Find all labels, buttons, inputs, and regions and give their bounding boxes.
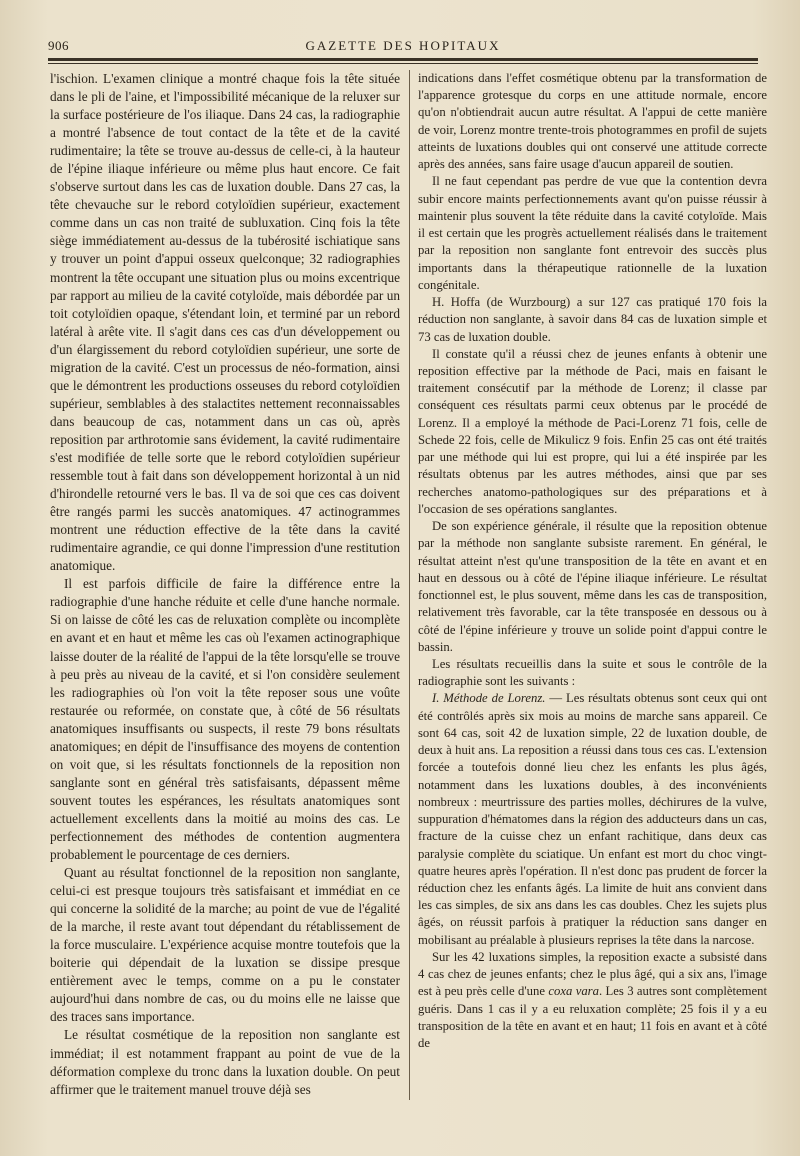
right-column: [418, 70, 767, 1052]
final-text-after: . Les 3 autres sont complètement guéris. Dans 1 cas il y a eu reluxation complète; 25 fois il y a eu transposition de la tête en avant et en haut; 11 fois en avant et à côté de: [418, 984, 767, 1051]
paragraph: [418, 949, 767, 1052]
paragraph: H. Hoffa (de Wurzbourg) a sur 127 cas pratiqué 170 fois la réduction non sanglante, à savoir dans 84 cas de luxation simple et 73 cas de luxation double.: [418, 295, 767, 344]
method-label: I. Méthode de Lorenz.: [432, 691, 546, 706]
journal-title: GAZETTE DES HOPITAUX: [305, 38, 501, 53]
header-rule-thin: [48, 63, 758, 64]
paragraph: Les résultats recueillis dans la suite et sous le contrôle de la radiographie sont les suivants :: [418, 656, 767, 689]
paragraph: Il constate qu'il a réussi chez de jeunes enfants à obtenir une reposition effective par la méthode de Paci, mais en faisant le traitement consécutif par la méthode de Lorenz; il classe par conséquent ces résultats parmi ceux obtenus par le procédé de Lorenz. Il a employé la méthode de Paci-Lorenz 71 fois, celle de Schede 22 fois, celle de Mikulicz 9 fois. Enfin 25 cas ont été traités par une méthode qui lui est propre, qui lui a été inspirée par les résultats obtenus par les autres méthodes, ainsi que par ses recherches anatomo-pathologiques sur des préparations et à l'occasion de ses opérations sanglantes.: [418, 346, 767, 516]
paragraph: De son expérience générale, il résulte que la reposition obtenue par la méthode non sanglante subsiste rarement. En général, le résultat atteint n'est qu'une transposition de la tête en avant et en haut en dessous ou à côté de l'épine iliaque inférieure. Le résultat fonctionnel est, le plus souvent, même dans les cas de transposition, relativement très favorable, car la tête transposée en dessous ou à côté de l'épine inférieure y trouve un solide point d'appui contre le bassin.: [418, 519, 767, 654]
paragraph: l'ischion. L'examen clinique a montré chaque fois la tête située dans le pli de l'aine, et l'impossibilité mécanique de la reluxer sur la surface postérieure de l'os iliaque. Dans 24 cas, la radiographie a montré l'absence de tout contact de la tête et de la cavité rudimentaire; la tête se trouve au-dessus de celle-ci, à la hauteur de l'épine iliaque inférieure ou même plus haut encore. Ce fait s'observe surtout dans les cas de luxation double. Dans 27 cas, la tête chevauche sur le rebord cotyloïdien supérieur, exactement comme dans un cas non traité de subluxation. Cinq fois la tête siège immédiatement au-dessus de la tubérosité ischiatique sans y trouver un point d'appui osseux quelconque; 32 radiographies montrent la tête occupant une situation plus ou moins excentrique par rapport au milieu de la cavité cotyloïde, mais débordée par un toit cotyloïdien opaque, s'étendant loin, et terminé par un rebord latéral à arête vite. Il s'agit dans ces cas d'un développement ou d'un élargissement du rebord cotyloïdien supérieur, une sorte de migration de la cavité. C'est un processus de néo-formation, ainsi que le démontrent les productions osseuses du rebord cotyloïdien supérieur, semblables à des stalactites nettement reconnaissables dans beaucoup de cas, notamment dans un cas où, après reposition par arthrotomie sans évidement, la cavité rudimentaire s'est modifiée de telle sorte que le rebord cotyloïdien supérieur ressemble tout à fait dans son développement horizontal à un nid d'hirondelle retourné vers le bas. Il va de soi que ces cas doivent être rangés parmi les succès anatomiques. 47 actinogrammes montrent une réduction effective de la tête dans la cavité rudimentaire agrandie, ce qui donne l'impression d'une restitution anatomique.: [50, 71, 400, 574]
header-rule-thick: [48, 58, 758, 61]
coxa-vara-term: coxa vara: [548, 984, 599, 999]
page-number: 906: [48, 38, 69, 53]
final-text-before: Sur les 42 luxations simples, la reposition exacte a subsisté dans 4 cas chez de jeunes enfants; chez le plus âgé, qui a six ans, l'image est à peu près celle d'une: [418, 949, 767, 999]
paragraph: Le résultat cosmétique de la reposition non sanglante est immédiat; il est notamment frappant au point de vue de la déformation complexe du tronc dans la luxation double. On peut affirmer que le traitement manuel trouve déjà ses: [50, 1027, 400, 1097]
page-header: [48, 36, 758, 58]
left-column: [50, 70, 400, 1099]
paragraph: Il est parfois difficile de faire la différence entre la radiographie d'une hanche réduite et celle d'une hanche normale. Si on laisse de côté les cas de reluxation complète ou incomplète en avant et en haut et même les cas où l'examen actinographique laisse douter de la réalité de l'appui de la tête lorsqu'elle se trouve à peu près au niveau de la cavité, et si l'on considère seulement les radiographies où l'on voit la tête reposer sous une voûte restaurée ou reformée, on constate que, à côté de 56 résultats anatomiques insuffisants ou suspects, il reste 79 bons résultats anatomiques; en dépit de l'insuffisance des moyens de contention on voit que, si les résultats fonctionnels de la reposition non sanglante sont en général très satisfaisants, dépassent même souvent toutes les espérances, les résultats anatomiques sont actuellement excellents dans la moitié au moins des cas. Le perfectionnement des méthodes de contention augmentera probablement le pourcentage de ces derniers.: [50, 576, 400, 863]
paragraph: Il ne faut cependant pas perdre de vue que la contention devra subir encore maints perfectionnements avant qu'on puisse réussir à maintenir plus souvent la tête réduite dans la cavité cotyloïde. Mais il est certain que les progrès actuellement réalisés dans le traitement par la reposition non sanglante font entrevoir des succès plus importants dans la thérapeutique rationnelle de la luxation congénitale.: [418, 174, 767, 292]
method-paragraph: [418, 690, 767, 949]
paragraph: indications dans l'effet cosmétique obtenu par la transformation de l'apparence grotesque du corps en une attitude normale, encore qu'on n'obtiendrait aucun autre résultat. A l'appui de cette manière de voir, Lorenz montre trente-trois photogrammes en profil de sujets atteints de luxations doubles qui ont conservé une attitude correcte après des années, sans faire usage d'aucun appareil de soutien.: [418, 71, 767, 172]
column-divider: [409, 70, 410, 1100]
paragraph: Quant au résultat fonctionnel de la reposition non sanglante, celui-ci est presque toujours très satisfaisant et immédiat en ce qui concerne la solidité de la marche; au point de vue de l'égalité de la marche, il reste avant tout dépendant du rétablissement de la force musculaire. L'expérience acquise montre toutefois que la boiterie qui dépendait de la luxation se dissipe presque entièrement avec le temps, comme on a pu le constater aujourd'hui dans nombre de cas, ou du moins elle ne laisse que des traces sans importance.: [50, 865, 400, 1025]
method-text: — Les résultats obtenus sont ceux qui ont été contrôlés après six mois au moins de marche sans appareil. Ce sont 64 cas, soit 42 de luxation simple, 22 de luxation double, de deux à huit ans. La reposition a réussi dans tous ces cas. L'extension forcée a toutefois donné lieu chez les enfants les plus âgés, notamment dans les luxations doubles, à des inconvénients nombreux : meurtrissure des parties molles, déchirures de la vulve, suppuration d'hématomes dans la région des adducteurs dans un cas, fracture de la cuisse chez un enfant rachitique, dans deux cas paralysie complète du sciatique. Un enfant est mort du choc vingt-quatre heures après l'opération. Il n'est donc pas prudent de forcer la réduction chez les enfants âgés. La limite de huit ans convient dans les cas simples, de six ans dans les cas doubles. Chez les sujets plus âgés, on réussit parfois à pratiquer la réduction sans danger en mobilisant au préalable à plusieurs reprises la tête dans la narcose.: [418, 691, 767, 947]
